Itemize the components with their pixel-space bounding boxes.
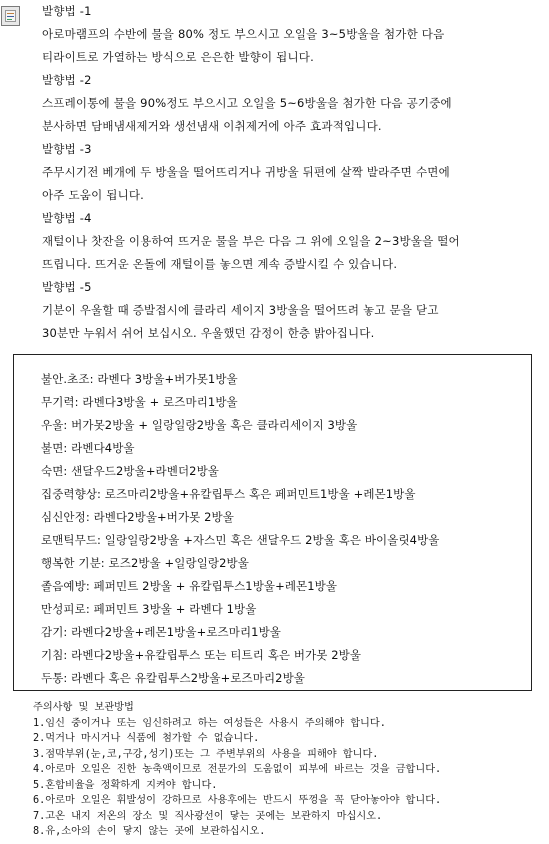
caution-item: 8.유,소아의 손이 닿지 않는 곳에 보관하십시오. xyxy=(33,826,266,837)
caution-item: 3.점막부위(눈,코,구강,성기)또는 그 주변부위의 사용을 피해야 합니다. xyxy=(33,748,379,760)
method-1-title: 발향법 -1 xyxy=(42,4,92,18)
method-4-line-1: 재털이나 찻잔을 이용하여 뜨거운 물을 부은 다음 그 위에 오일을 2~3방울을 떨어 xyxy=(42,234,460,248)
method-1-line-2: 티라이트로 가열하는 방식으로 은은한 발향이 됩니다. xyxy=(42,50,314,64)
method-4-line-2: 뜨립니다. 뜨거운 온돌에 재털이를 놓으면 계속 증발시킬 수 있습니다. xyxy=(42,257,398,271)
recipe-item: 우울: 버가못2방울 + 일랑일랑2방울 혹은 클라리세이지 3방울 xyxy=(41,418,358,432)
method-5-title: 발향법 -5 xyxy=(42,280,92,294)
caution-item: 2.먹거나 마시거나 식품에 첨가할 수 없습니다. xyxy=(33,733,260,744)
method-3-title: 발향법 -3 xyxy=(42,142,92,156)
method-4-title: 발향법 -4 xyxy=(42,211,92,225)
recipe-item: 집중력향상: 로즈마리2방울+유칼립투스 혹은 페퍼민트1방울 +레몬1방울 xyxy=(41,487,416,501)
recipe-item: 행복한 기분: 로즈2방울 +일랑일랑2방울 xyxy=(41,556,249,570)
recipe-item: 무기력: 라벤다3방울 + 로즈마리1방울 xyxy=(41,395,238,409)
caution-item: 1.임신 중이거나 또는 임신하려고 하는 여성들은 사용시 주의해야 합니다. xyxy=(33,717,386,729)
document-icon xyxy=(1,6,20,26)
recipe-item: 불면: 라벤다4방울 xyxy=(41,441,135,455)
recipe-item: 불안.초조: 라벤다 3방울+버가못1방울 xyxy=(41,372,238,386)
method-2-line-2: 분사하면 담배냄새제거와 생선냄새 이취제거에 아주 효과적입니다. xyxy=(42,119,382,133)
recipe-item: 로맨틱무드: 일랑일랑2방울 +자스민 혹은 샌달우드 2방울 혹은 바이올릿4방울 xyxy=(41,533,440,547)
caution-item: 5.혼합비율을 정확하게 지켜야 합니다. xyxy=(33,779,218,791)
caution-item: 6.아로마 오일은 휘발성이 강하므로 사용후에는 반드시 뚜껑을 꼭 닫아놓아야 합니다. xyxy=(33,795,442,806)
recipe-list xyxy=(41,368,521,690)
recipe-item: 심신안정: 라벤다2방울+버가못 2방울 xyxy=(41,510,234,524)
recipe-item: 졸음예방: 페퍼민트 2방울 + 유칼립투스1방울+레몬1방울 xyxy=(41,579,338,593)
cautions-title: 주의사항 및 보관방법 xyxy=(33,702,134,713)
cautions-section xyxy=(33,700,543,840)
caution-item: 7.고온 내지 저온의 장소 및 직사광선이 닿는 곳에는 보관하지 마십시오. xyxy=(33,810,383,822)
method-5-line-1: 기분이 우울할 때 증발접시에 클라리 세이지 3방울을 떨어뜨려 놓고 문을 닫고 xyxy=(42,303,439,317)
method-2-title: 발향법 -2 xyxy=(42,73,92,87)
method-3-line-1: 주무시기전 베개에 두 방울을 떨어뜨리거나 귀방울 뒤편에 살짝 발라주면 수면에 xyxy=(42,165,450,179)
recipe-item: 기침: 라벤다2방울+유칼립투스 또는 티트리 혹은 버가못 2방울 xyxy=(41,648,362,662)
method-3-line-2: 아주 도움이 됩니다. xyxy=(42,188,145,202)
method-2-line-1: 스프레이통에 물을 90%정도 부으시고 오일을 5~6방울을 첨가한 다음 공기중에 xyxy=(42,96,452,110)
recipe-item: 숙면: 샌달우드2방울+라벤더2방울 xyxy=(41,464,220,478)
diffusion-methods xyxy=(42,0,542,345)
recipe-item: 만성피로: 페퍼민트 3방울 + 라벤다 1방울 xyxy=(41,602,257,616)
caution-item: 4.아로마 오일은 진한 농축액이므로 전문가의 도움없이 피부에 바르는 것을 금합니다. xyxy=(33,764,442,775)
recipe-item: 감기: 라벤다2방울+레몬1방울+로즈마리1방울 xyxy=(41,625,282,639)
recipe-item: 두통: 라벤다 혹은 유칼립투스2방울+로즈마리2방울 xyxy=(41,671,305,685)
method-5-line-2: 30분만 누워서 쉬어 보십시오. 우울했던 감정이 한층 밝아집니다. xyxy=(42,326,375,340)
method-1-line-1: 아로마램프의 수반에 물을 80% 정도 부으시고 오일을 3~5방울을 첨가한 다음 xyxy=(42,27,445,41)
